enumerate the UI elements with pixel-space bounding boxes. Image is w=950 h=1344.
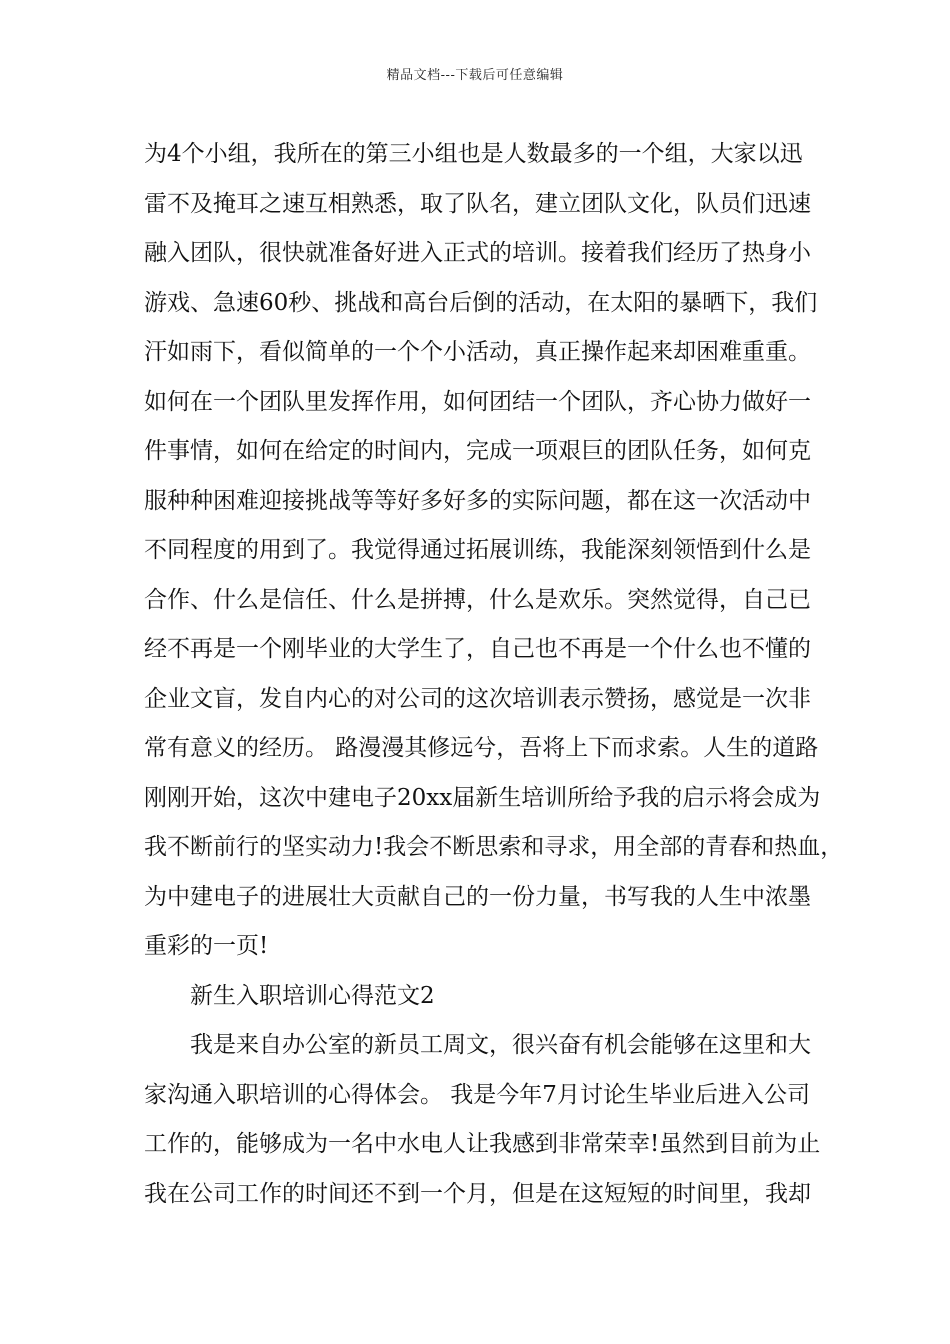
text-line: 为4个小组，我所在的第三小组也是人数最多的一个组，大家以迅 [144,141,803,167]
text-line: 汗如雨下，看似简单的一个个小活动，真正操作起来却困难重重。 [144,339,811,365]
text-line: 刚刚开始，这次中建电子20xx届新生培训所给予我的启示将会成为 [144,784,821,811]
text-line: 游戏、急速60秒、挑战和高台后倒的活动，在太阳的暴晒下，我们 [144,289,818,316]
text-line: 经不再是一个刚毕业的大学生了，自己也不再是一个什么也不懂的 [144,636,811,662]
text-line: 件事情，如何在给定的时间内，完成一项艰巨的团队任务，如何克 [144,438,811,464]
text-line: 不同程度的用到了。我觉得通过拓展训练，我能深刻领悟到什么是 [144,537,811,563]
text-line: 我不断前行的坚实动力!我会不断思索和寻求，用全部的青春和热血， [144,834,844,860]
text-line: 工作的，能够成为一名中水电人让我感到非常荣幸!虽然到目前为止 [144,1131,821,1157]
text-line: 雷不及掩耳之速互相熟悉，取了队名，建立团队文化，队员们迅速 [144,190,811,217]
text-line: 如何在一个团队里发挥作用，如何团结一个团队，齐心协力做好一 [144,388,811,415]
text-line: 合作、什么是信任、什么是拼搏，什么是欢乐。突然觉得，自己已 [144,586,811,613]
text-line: 家沟通入职培训的心得体会。 我是今年7月讨论生毕业后进入公司 [144,1081,810,1108]
document-body [144,130,844,1219]
text-line: 我在公司工作的时间还不到一个月，但是在这短短的时间里，我却 [144,1180,811,1207]
section-heading: 新生入职培训心得范文2 [190,982,435,1009]
text-line: 融入团队，很快就准备好进入正式的培训。接着我们经历了热身小 [144,240,811,266]
page-header: 精品文档---下载后可任意编辑 [386,68,564,83]
text-line: 为中建电子的进展壮大贡献自己的一份力量，书写我的人生中浓墨 [144,883,811,910]
text-line: 我是来自办公室的新员工周文，很兴奋有机会能够在这里和大 [190,1032,811,1058]
text-line: 企业文盲，发自内心的对公司的这次培训表示赞扬，感觉是一次非 [144,685,811,712]
text-line: 常有意义的经历。 路漫漫其修远兮，吾将上下而求索。人生的道路 [144,735,819,761]
text-line: 服种种困难迎接挑战等等好多好多的实际问题，都在这一次活动中 [144,487,811,514]
text-line: 重彩的一页! [144,933,269,959]
